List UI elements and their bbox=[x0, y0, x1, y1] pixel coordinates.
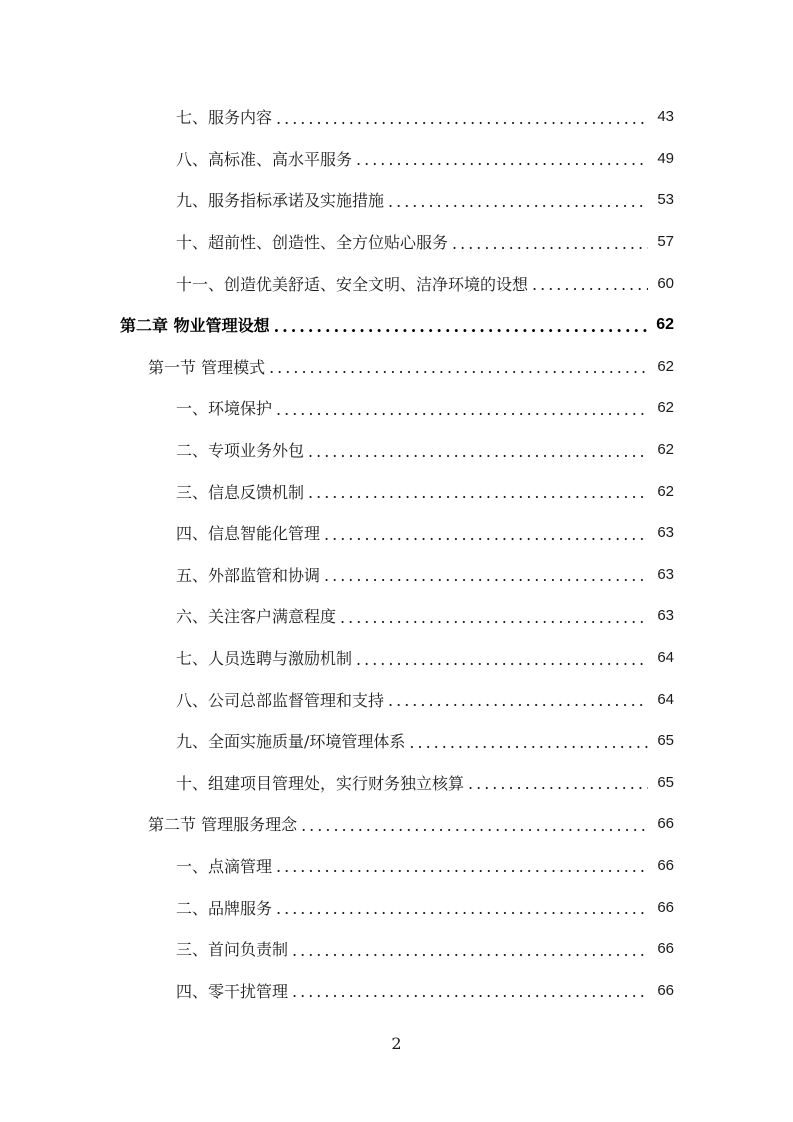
toc-entry-page: 62 bbox=[657, 357, 674, 375]
toc-item-entry[interactable] bbox=[0, 886, 793, 928]
toc-entry-title: 七、服务内容 bbox=[176, 108, 273, 128]
toc-entry-page: 66 bbox=[657, 856, 674, 874]
toc-entry-page: 63 bbox=[657, 565, 674, 583]
toc-dot-leader bbox=[388, 693, 648, 709]
toc-chapter-entry[interactable] bbox=[0, 304, 793, 346]
toc-entry-page: 62 bbox=[657, 399, 674, 417]
toc-item-entry[interactable] bbox=[0, 969, 793, 1011]
toc-entry-page: 62 bbox=[657, 441, 674, 459]
toc-entry-title: 九、全面实施质量/环境管理体系 bbox=[176, 732, 406, 752]
toc-entry-title: 一、环境保护 bbox=[176, 399, 273, 419]
toc-dot-leader bbox=[308, 485, 648, 501]
toc-dot-leader bbox=[356, 152, 648, 168]
toc-entry-page: 66 bbox=[657, 815, 674, 833]
toc-entry-title: 九、服务指标承诺及实施措施 bbox=[176, 191, 385, 211]
toc-entry-page: 66 bbox=[657, 940, 674, 958]
toc-entry-page: 53 bbox=[657, 191, 674, 209]
toc-entry-title: 八、公司总部监督管理和支持 bbox=[176, 690, 385, 710]
toc-dot-leader bbox=[532, 277, 648, 293]
toc-item-entry[interactable] bbox=[0, 762, 793, 804]
toc-entry-title: 三、首问负责制 bbox=[176, 940, 289, 960]
toc-dot-leader bbox=[388, 194, 648, 210]
toc-dot-leader bbox=[276, 901, 648, 917]
toc-dot-leader bbox=[308, 444, 648, 460]
toc-item-entry[interactable] bbox=[0, 720, 793, 762]
toc-entry-title: 八、高标准、高水平服务 bbox=[176, 149, 353, 169]
toc-item-entry[interactable] bbox=[0, 262, 793, 304]
toc-item-entry[interactable] bbox=[0, 96, 793, 138]
toc-dot-leader bbox=[324, 527, 648, 543]
toc-item-entry[interactable] bbox=[0, 928, 793, 970]
toc-dot-leader bbox=[274, 319, 648, 335]
toc-item-entry[interactable] bbox=[0, 678, 793, 720]
toc-entry-title: 一、点滴管理 bbox=[176, 856, 273, 876]
toc-entry-page: 60 bbox=[657, 274, 674, 292]
toc-section-entry[interactable] bbox=[0, 803, 793, 845]
toc-entry-title: 六、关注客户满意程度 bbox=[176, 607, 337, 627]
toc-item-entry[interactable] bbox=[0, 387, 793, 429]
toc-dot-leader bbox=[409, 735, 648, 751]
toc-entry-title: 二、专项业务外包 bbox=[176, 441, 305, 461]
toc-item-entry[interactable] bbox=[0, 637, 793, 679]
toc-item-entry[interactable] bbox=[0, 138, 793, 180]
toc-entry-page: 63 bbox=[657, 524, 674, 542]
toc-item-entry[interactable] bbox=[0, 470, 793, 512]
toc-entry-title: 十、超前性、创造性、全方位贴心服务 bbox=[176, 233, 449, 253]
toc-entry-page: 49 bbox=[657, 149, 674, 167]
toc-entry-title: 二、品牌服务 bbox=[176, 898, 273, 918]
toc-entry-title: 四、零干扰管理 bbox=[176, 981, 289, 1001]
toc-entry-page: 64 bbox=[657, 690, 674, 708]
toc-entry-title: 十一、创造优美舒适、安全文明、洁净环境的设想 bbox=[176, 274, 529, 294]
toc-dot-leader bbox=[276, 111, 648, 127]
toc-entry-title: 第一节 管理模式 bbox=[148, 357, 266, 377]
toc-entry-page: 65 bbox=[657, 773, 674, 791]
toc-item-entry[interactable] bbox=[0, 221, 793, 263]
toc-entry-title: 三、信息反馈机制 bbox=[176, 482, 305, 502]
toc-dot-leader bbox=[468, 776, 648, 792]
toc-dot-leader bbox=[452, 236, 648, 252]
toc-dot-leader bbox=[324, 568, 648, 584]
toc-item-entry[interactable] bbox=[0, 512, 793, 554]
toc-dot-leader bbox=[301, 818, 648, 834]
toc-dot-leader bbox=[276, 859, 648, 875]
toc-entry-page: 43 bbox=[657, 108, 674, 126]
toc-entry-title: 四、信息智能化管理 bbox=[176, 524, 321, 544]
toc-entry-page: 62 bbox=[656, 315, 674, 333]
toc-dot-leader bbox=[269, 360, 648, 376]
table-of-contents bbox=[0, 96, 793, 1011]
toc-entry-title: 七、人员选聘与激励机制 bbox=[176, 649, 353, 669]
toc-entry-page: 62 bbox=[657, 482, 674, 500]
toc-dot-leader bbox=[292, 943, 648, 959]
toc-item-entry[interactable] bbox=[0, 595, 793, 637]
toc-item-entry[interactable] bbox=[0, 429, 793, 471]
toc-entry-page: 66 bbox=[657, 898, 674, 916]
toc-dot-leader bbox=[292, 984, 648, 1000]
toc-entry-title: 十、组建项目管理处，实行财务独立核算 bbox=[176, 773, 465, 793]
toc-entry-title: 第二章 物业管理设想 bbox=[120, 316, 270, 336]
toc-item-entry[interactable] bbox=[0, 845, 793, 887]
toc-entry-title: 五、外部监管和协调 bbox=[176, 565, 321, 585]
toc-entry-page: 57 bbox=[657, 233, 674, 251]
toc-entry-page: 64 bbox=[657, 649, 674, 667]
page-number: 2 bbox=[391, 1034, 402, 1053]
toc-dot-leader bbox=[340, 610, 648, 626]
toc-section-entry[interactable] bbox=[0, 346, 793, 388]
toc-dot-leader bbox=[276, 402, 648, 418]
toc-entry-page: 63 bbox=[657, 607, 674, 625]
toc-item-entry[interactable] bbox=[0, 554, 793, 596]
toc-entry-page: 66 bbox=[657, 981, 674, 999]
toc-entry-page: 65 bbox=[657, 732, 674, 750]
toc-item-entry[interactable] bbox=[0, 179, 793, 221]
toc-entry-title: 第二节 管理服务理念 bbox=[148, 815, 298, 835]
toc-dot-leader bbox=[356, 652, 648, 668]
